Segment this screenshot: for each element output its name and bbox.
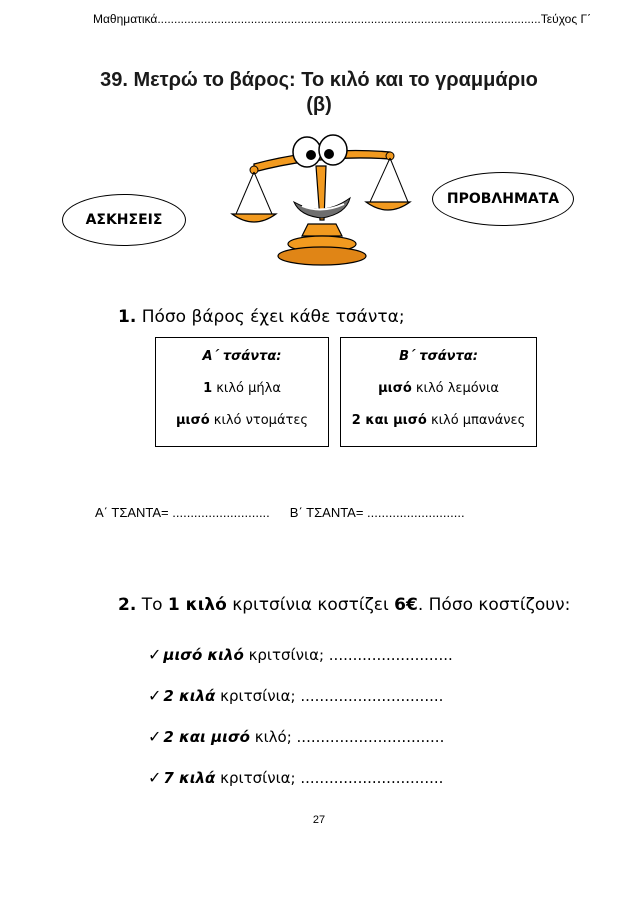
question-2-text-start: Το xyxy=(141,595,168,615)
bag-a-line-1 xyxy=(156,373,328,405)
list-item xyxy=(148,644,453,665)
item-quantity: 7 κιλά xyxy=(163,769,216,787)
bag-b-line-1-bold: μισό xyxy=(378,381,412,396)
item-answer-line[interactable]: κιλό; ............................... xyxy=(249,728,445,746)
bag-b-line-1 xyxy=(341,373,536,405)
balance-scale-illustration xyxy=(232,132,410,270)
answer-bag-a[interactable]: Α΄ ΤΣΑΝΤΑ= ........................... xyxy=(95,505,270,520)
item-answer-line[interactable]: κριτσίνια; .......................... xyxy=(243,646,453,664)
list-item xyxy=(148,726,453,747)
bag-b-line-1-rest: κιλό λεμόνια xyxy=(411,381,499,396)
item-answer-line[interactable]: κριτσίνια; .............................. xyxy=(215,687,444,705)
question-1-number: 1. xyxy=(118,307,137,327)
bag-a-line-1-rest: κιλό μήλα xyxy=(212,381,281,396)
item-quantity: 2 και μισό xyxy=(163,728,250,746)
bag-a-line-1-bold: 1 xyxy=(203,381,213,396)
page-number: 27 xyxy=(312,814,326,826)
balance-scale-icon xyxy=(232,132,410,270)
question-2-price: 6€ xyxy=(394,595,418,615)
item-quantity: 2 κιλά xyxy=(163,687,216,705)
exercises-badge: ΑΣΚΗΣΕΙΣ xyxy=(62,194,186,246)
question-2-text-mid: κριτσίνια κοστίζει xyxy=(226,595,395,615)
bag-b-line-2-rest: κιλό μπανάνες xyxy=(426,413,526,428)
question-1 xyxy=(118,307,405,327)
answer-lines xyxy=(95,505,465,520)
page-header xyxy=(93,12,592,26)
bag-a-line-2-bold: μισό xyxy=(175,413,210,428)
question-2-number: 2. xyxy=(118,595,137,615)
problems-badge: ΠΡΟΒΛΗΜΑΤΑ xyxy=(432,172,574,226)
bag-a-box xyxy=(155,337,329,447)
bag-b-heading: Β΄ τσάντα: xyxy=(399,349,478,364)
checkmark-icon: ✓ xyxy=(148,727,162,746)
bag-a-line-2-rest: κιλό ντομάτες xyxy=(209,413,309,428)
title-line-2: (β) xyxy=(306,94,332,116)
bag-b-line-2 xyxy=(341,405,536,437)
list-item xyxy=(148,767,453,788)
checkmark-icon: ✓ xyxy=(148,768,162,787)
question-2-text-end: . Πόσο κοστίζουν: xyxy=(417,595,571,615)
question-2 xyxy=(118,595,570,615)
item-quantity: μισό κιλό xyxy=(163,646,244,664)
checkmark-icon: ✓ xyxy=(148,645,162,664)
bag-a-heading: Α΄ τσάντα: xyxy=(202,349,282,364)
page-title xyxy=(0,68,638,118)
header-dots: ................................................................................................................... xyxy=(157,12,541,26)
list-item xyxy=(148,685,453,706)
answer-bag-b[interactable]: Β΄ ΤΣΑΝΤΑ= ........................... xyxy=(289,505,465,520)
question-1-text: Πόσο βάρος έχει κάθε τσάντα; xyxy=(141,307,405,327)
bag-a-line-2 xyxy=(156,405,328,437)
title-line-1: 39. Μετρώ το βάρος: Το κιλό και το γραμμάριο xyxy=(100,69,538,91)
header-volume: Τεύχος Γ΄ xyxy=(540,12,592,26)
question-2-qty: 1 κιλό xyxy=(167,595,227,615)
bag-b-box xyxy=(340,337,537,447)
header-subject: Μαθηματικά xyxy=(93,12,158,26)
checkmark-icon: ✓ xyxy=(148,686,162,705)
bag-b-line-2-bold: 2 και μισό xyxy=(351,413,427,428)
price-items-list xyxy=(148,644,453,808)
item-answer-line[interactable]: κριτσίνια; .............................. xyxy=(215,769,444,787)
